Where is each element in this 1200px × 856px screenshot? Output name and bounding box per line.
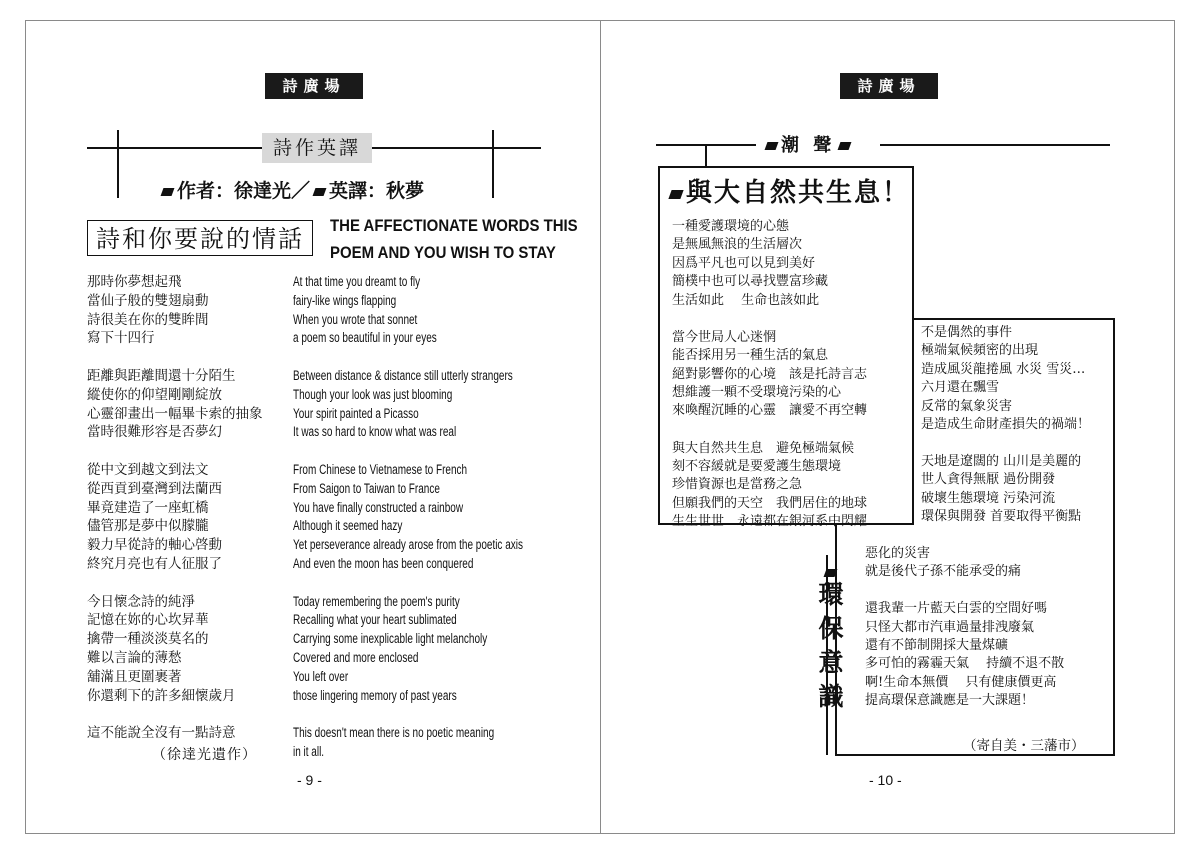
stanza (87, 461, 263, 574)
poem-line: 珍惜資源也是當務之急 (672, 477, 803, 493)
poem-line: 那時你夢想起飛 (87, 274, 182, 290)
right-title-line-right (880, 144, 1110, 146)
stanza (87, 593, 263, 706)
environment-box-upper-text (921, 324, 1090, 526)
square-bullet-icon (824, 569, 838, 577)
poem-line: 今日懷念詩的純淨 (87, 593, 195, 610)
stanza (293, 273, 560, 348)
poem-line: 從西貢到臺灣到法蘭西 (87, 480, 222, 497)
poem-line: 心靈卻畫出一幅畢卡索的抽象 (87, 405, 263, 422)
poem-line: 只怪大都市汽車過量排洩廢氣 (865, 619, 1035, 635)
poem-line: 想維護一顆不受環境污染的心 (672, 385, 842, 401)
vertical-title-char: 識 (818, 682, 844, 711)
poem-title-zh: 詩和你要說的情話 (87, 220, 313, 256)
poem-line: 提高環保意識應是一大課題！ (865, 693, 1035, 709)
poem-line: 還我輩一片藍天白雲的空間好嗎 (865, 601, 1048, 617)
stanza-gap (921, 434, 1090, 452)
poem-line: 還有不節制開採大量煤礦 (865, 638, 1009, 654)
stanza (87, 724, 263, 743)
vertical-title-char: 意 (818, 648, 844, 677)
poem-line: 惡化的災害 (865, 546, 931, 561)
poem-line: a poem so beautiful in your eyes (293, 330, 437, 346)
poem-line: 多可怕的霧霾天氣 持續不退不散 (865, 656, 1065, 672)
poem-line: 環保與開發 首要取得平衡點 (921, 509, 1082, 525)
poem-en-column (293, 273, 604, 762)
poem-line: 難以言論的薄愁 (87, 649, 182, 666)
left-page-number: - 9 - (297, 772, 322, 788)
poem-line: 當時很難形容是否夢幻 (87, 424, 222, 441)
poem-line: 破壞生態環境 污染河流 (921, 490, 1056, 506)
poem-line: 終究月亮也有人征服了 (87, 555, 222, 572)
right-header-badge: 詩廣場 (840, 73, 938, 99)
nature-box-title (666, 172, 910, 209)
poem-line: This doesn't mean there is no poetic meaning (293, 725, 495, 741)
poem-title-en-line2: POEM AND YOU WISH TO STAY (330, 243, 556, 262)
poem-line: 詩很美在你的雙眸間 (87, 311, 209, 328)
poem-line: 擒帶一種淡淡莫名的 (87, 631, 209, 648)
poem-line: 從中文到越文到法文 (87, 461, 209, 478)
byline-translator: 英譯：秋夢 (329, 180, 425, 202)
stanza (672, 440, 867, 532)
right-section-title (762, 131, 854, 157)
poem-line: 這不能說全沒有一點詩意 (87, 725, 236, 742)
left-frame-left-line (117, 130, 119, 198)
environment-box-lower-text (865, 545, 1064, 711)
square-bullet-icon (765, 142, 779, 150)
poem-line: 生活如此 生命也該如此 (672, 292, 820, 308)
poem-line: 舖滿且更圍裹著 (87, 668, 182, 685)
poem-line: 但願我們的天空 我們居住的地球 (672, 495, 868, 511)
poem-line: 記憶在妳的心坎昇華 (87, 612, 209, 629)
poem-line: 是無風無浪的生活層次 (672, 237, 803, 253)
stanza (293, 367, 560, 442)
poem-line: Yet perseverance already arose from the poetic axis (293, 537, 523, 553)
poem-line: Though your look was just blooming (293, 386, 453, 402)
square-bullet-icon (161, 188, 175, 196)
poem-line: 當仙子般的雙翅扇動 (87, 292, 209, 309)
poem-line: 毅力早從詩的軸心啓動 (87, 537, 222, 554)
right-section-title-text: 潮 聲 (781, 135, 836, 156)
vertical-title-char: 環 (818, 580, 844, 609)
poem-line: 一種愛護環境的心態 (672, 219, 790, 234)
poem-line: 不是偶然的事件 (921, 325, 1013, 340)
poem-line: Although it seemed hazy (293, 518, 403, 534)
poem-line: 啊!生命本無價 只有健康價更高 (865, 674, 1057, 690)
poem-line: Today remembering the poem's purity (293, 593, 460, 609)
poem-line: 當今世局人心迷惘 (672, 329, 777, 345)
vertical-title-char: 保 (818, 614, 844, 643)
byline-author: 作者：徐達光 (177, 180, 292, 202)
poem-line: 反常的氣象災害 (921, 398, 1013, 414)
poem-line: 儘管那是夢中似朦朧 (87, 518, 209, 535)
poem-line: And even the moon has been conquered (293, 555, 474, 571)
poem-line: From Saigon to Taiwan to France (293, 480, 440, 496)
poem-line: 造成風災龍捲風 水災 雪災… (921, 361, 1086, 377)
poem-line: 簡樸中也可以尋找豐富珍藏 (672, 274, 829, 290)
stanza (293, 461, 560, 574)
poem-line: 畢竟建造了一座虹橋 (87, 499, 209, 516)
stanza (87, 367, 263, 442)
poem-line: 絕對影響你的心境 該是托詩言志 (672, 366, 868, 382)
poem-line: 刻不容緩就是要愛護生態環境 (672, 459, 842, 475)
square-bullet-icon (668, 190, 683, 199)
left-byline (158, 176, 424, 203)
poem-line: 寫下十四行 (87, 330, 155, 347)
left-section-label: 詩作英譯 (262, 133, 372, 163)
right-signature: （寄自美・三藩市） (963, 738, 1085, 754)
poem-line: in it all. (293, 743, 325, 759)
nature-box-text (672, 218, 867, 532)
poem-line: those lingering memory of past years (293, 687, 457, 703)
poem-line: 生生世世 永遠都在銀河系中閃耀 (672, 514, 868, 530)
left-frame-right-line (492, 130, 494, 198)
poem-line: Carrying some inexplicable light melancholy (293, 631, 488, 647)
poem-zh-column (87, 273, 263, 743)
poem-line: 與大自然共生息 避免極端氣候 (672, 440, 855, 456)
poem-line: fairy-like wings flapping (293, 292, 397, 308)
left-header-badge: 詩廣場 (265, 73, 363, 99)
poem-line: You left over (293, 668, 349, 684)
stanza (293, 724, 560, 762)
vertical-title (816, 578, 846, 714)
poem-line: Your spirit painted a Picasso (293, 405, 419, 421)
poem-line: 能否採用另一種生活的氣息 (672, 348, 829, 364)
byline-separator: ／ (291, 180, 311, 202)
poem-line: 就是後代子孫不能承受的痛 (865, 564, 1022, 580)
left-signature: （徐達光遺作） (152, 747, 257, 763)
poem-line: 世人貪得無厭 過份開發 (921, 472, 1056, 488)
poem-line: 極端氣候頻密的出現 (921, 343, 1039, 359)
poem-line: 距離與距離間還十分陌生 (87, 367, 236, 384)
right-page-number: - 10 - (869, 772, 902, 788)
poem-line: Between distance & distance still utterly strangers (293, 367, 513, 383)
poem-line: 縱使你的仰望剛剛綻放 (87, 386, 222, 403)
poem-title-en-line1: THE AFFECTIONATE WORDS THIS (330, 216, 578, 235)
poem-line: 天地是遼闊的 山川是美麗的 (921, 453, 1082, 469)
stanza (293, 593, 560, 706)
stanza-gap (865, 582, 1064, 600)
nature-box-title-text: 與大自然共生息！ (686, 178, 911, 208)
poem-line: 來喚醒沉睡的心靈 讓愛不再空轉 (672, 403, 868, 419)
poem-line: 你還剩下的許多細懷歲月 (87, 687, 236, 704)
stanza (672, 218, 867, 310)
poem-line: 是造成生命財產損失的禍端！ (921, 417, 1091, 433)
poem-line: Recalling what your heart sublimated (293, 612, 457, 628)
poem-line: When you wrote that sonnet (293, 311, 418, 327)
poem-line: 因爲平凡也可以見到美好 (672, 255, 816, 271)
square-bullet-icon (838, 142, 852, 150)
stanza (672, 329, 867, 421)
square-bullet-icon (313, 188, 327, 196)
poem-line: You have finally constructed a rainbow (293, 499, 464, 515)
poem-line: Covered and more enclosed (293, 649, 419, 665)
stanza (87, 273, 263, 348)
poem-line: At that time you dreamt to fly (293, 274, 421, 289)
poem-line: 六月還在飄雪 (921, 380, 1000, 396)
poem-line: It was so hard to know what was real (293, 424, 457, 440)
poem-line: From Chinese to Vietnamese to French (293, 461, 468, 477)
